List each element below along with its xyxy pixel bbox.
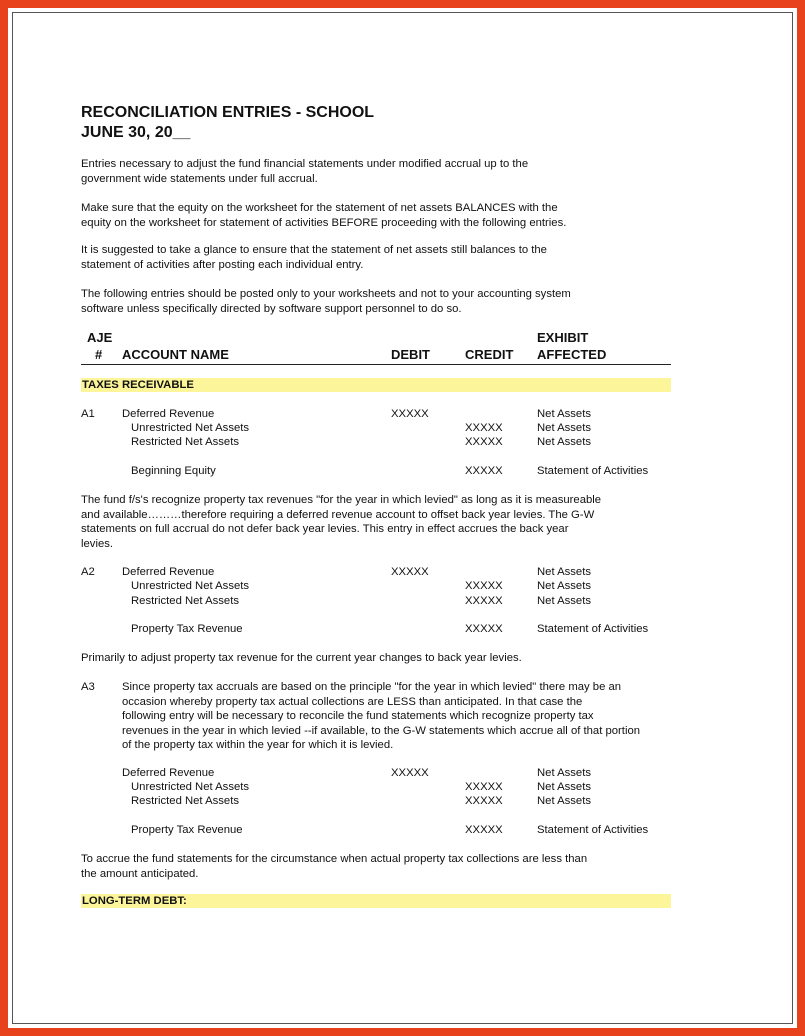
account-name: Deferred Revenue	[122, 566, 215, 578]
header-credit: CREDIT	[465, 347, 514, 362]
exhibit-value: Net Assets	[537, 767, 591, 779]
credit-value: XXXXX	[465, 422, 503, 434]
entry-a3-description: Since property tax accruals are based on the principle "for the year in which levied" there may be an occasion whereby property tax actual collections are LESS than anticipated. In that case the following entry will be necessary to reconcile the fund statements which recognize property tax revenues in the year in which levied --if available, to the G-W statements which accrue all of that portion of the property tax within the year for which it is levied.	[122, 681, 641, 751]
account-name: Property Tax Revenue	[131, 824, 243, 836]
credit-value: XXXXX	[465, 795, 503, 807]
account-name: Unrestricted Net Assets	[131, 781, 250, 793]
entry-a2-note: Primarily to adjust property tax revenue for the current year changes to back year levies.	[81, 652, 522, 664]
entry-a3-note: To accrue the fund statements for the circumstance when actual property tax collections are less than the amount anticipated.	[81, 853, 588, 880]
credit-value: XXXXX	[465, 824, 503, 836]
account-name: Property Tax Revenue	[131, 623, 243, 635]
account-name: Restricted Net Assets	[131, 795, 239, 807]
account-name: Beginning Equity	[131, 465, 216, 477]
exhibit-value: Net Assets	[537, 781, 591, 793]
entry-number: A3	[81, 681, 95, 693]
intro-paragraph-2: Make sure that the equity on the worksheet for the statement of net assets BALANCES with the equity on the worksheet for statement of activities BEFORE proceeding with the following entries.	[81, 202, 567, 229]
account-name: Deferred Revenue	[122, 767, 215, 779]
debit-value: XXXXX	[391, 566, 429, 578]
intro-paragraph-1: Entries necessary to adjust the fund financial statements under modified accrual up to the government wide statements under full accrual.	[81, 158, 529, 185]
header-affected: AFFECTED	[537, 347, 607, 362]
credit-value: XXXXX	[465, 465, 503, 477]
account-name: Unrestricted Net Assets	[131, 580, 250, 592]
header-account-name: ACCOUNT NAME	[122, 347, 229, 362]
credit-value: XXXXX	[465, 436, 503, 448]
exhibit-value: Net Assets	[537, 422, 591, 434]
header-aje: AJE	[87, 330, 113, 345]
credit-value: XXXXX	[465, 623, 503, 635]
credit-value: XXXXX	[465, 580, 503, 592]
credit-value: XXXXX	[465, 781, 503, 793]
account-name: Unrestricted Net Assets	[131, 422, 250, 434]
entry-a1-note: The fund f/s's recognize property tax revenues "for the year in which levied" as long as it is measureable and available………therefore requiring a deferred revenue account to offset back year levies. The G-W statements on full accrual do not defer back year levies. This entry in effect accrues the back year levies.	[81, 494, 602, 550]
entry-number: A1	[81, 408, 95, 420]
debit-value: XXXXX	[391, 408, 429, 420]
exhibit-value: Statement of Activities	[537, 465, 649, 477]
account-name: Restricted Net Assets	[131, 595, 239, 607]
intro-paragraph-4: The following entries should be posted only to your worksheets and not to your accounting system software unless specifically directed by software support personnel to do so.	[81, 288, 571, 315]
exhibit-value: Net Assets	[537, 595, 591, 607]
credit-value: XXXXX	[465, 595, 503, 607]
exhibit-value: Net Assets	[537, 566, 591, 578]
section-taxes-receivable: TAXES RECEIVABLE	[81, 378, 671, 392]
header-rule	[81, 364, 671, 365]
exhibit-value: Net Assets	[537, 580, 591, 592]
header-aje-number: #	[95, 347, 103, 362]
document-date: JUNE 30, 20__	[81, 124, 191, 141]
document-title: RECONCILIATION ENTRIES - SCHOOL	[81, 104, 375, 121]
exhibit-value: Net Assets	[537, 408, 591, 420]
exhibit-value: Net Assets	[537, 795, 591, 807]
header-exhibit: EXHIBIT	[537, 330, 589, 345]
exhibit-value: Net Assets	[537, 436, 591, 448]
account-name: Restricted Net Assets	[131, 436, 239, 448]
entry-number: A2	[81, 566, 95, 578]
debit-value: XXXXX	[391, 767, 429, 779]
account-name: Deferred Revenue	[122, 408, 215, 420]
section-long-term-debt: LONG-TERM DEBT:	[81, 894, 671, 908]
exhibit-value: Statement of Activities	[537, 623, 649, 635]
exhibit-value: Statement of Activities	[537, 824, 649, 836]
header-debit: DEBIT	[391, 347, 430, 362]
intro-paragraph-3: It is suggested to take a glance to ensure that the statement of net assets still balances to the statement of activities after posting each individual entry.	[81, 244, 547, 271]
